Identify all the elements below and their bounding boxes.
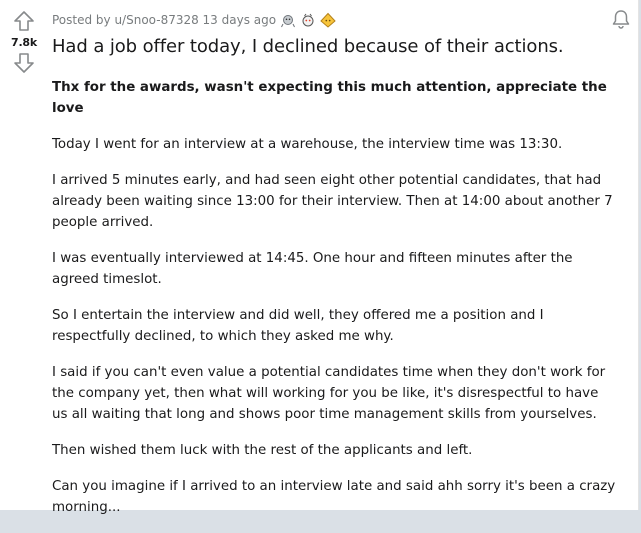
vote-column: [0, 0, 48, 75]
bell-icon[interactable]: [610, 8, 632, 30]
post-paragraph: I said if you can't even value a potential candidates time when they don't work for the company yet, then what will working for you be like, it's disrespectful to have us all waiting that long and shows poor time management skills from yourselves.: [52, 365, 606, 422]
post-paragraph: Today I went for an interview at a warehouse, the interview time was 13:30.: [52, 137, 563, 152]
gold-award-icon[interactable]: [320, 12, 336, 28]
post-body: [52, 77, 618, 533]
silver-award-icon[interactable]: [280, 12, 296, 28]
post-meta-text[interactable]: Posted by u/Snoo-87328 13 days ago: [52, 13, 277, 27]
post-paragraph: Thx for the awards, wasn't expecting this much attention, appreciate the love: [52, 80, 607, 116]
downvote-icon[interactable]: [12, 51, 36, 75]
vote-score: 7.8k: [10, 36, 37, 49]
post-paragraph: So I entertain the interview and did well, they offered me a position and I respectfully declined, to which they asked me why.: [52, 308, 544, 344]
post-meta: [52, 12, 336, 28]
helpful-award-icon[interactable]: [300, 12, 316, 28]
post-paragraph: I arrived 5 minutes early, and had seen eight other potential candidates, that had already been waiting since 13:00 for their interview. Then at 14:00 about another 7 people arrived.: [52, 173, 613, 230]
post-paragraph: I was eventually interviewed at 14:45. One hour and fifteen minutes after the agreed timeslot.: [52, 251, 573, 287]
post-title[interactable]: Had a job offer today, I declined because of their actions.: [52, 36, 564, 57]
post-paragraph: Can you imagine if I arrived to an interview late and said ahh sorry it's been a crazy morning...: [52, 479, 616, 515]
post-paragraph: Then wished them luck with the rest of the applicants and left.: [52, 443, 473, 458]
upvote-icon[interactable]: [12, 9, 36, 33]
